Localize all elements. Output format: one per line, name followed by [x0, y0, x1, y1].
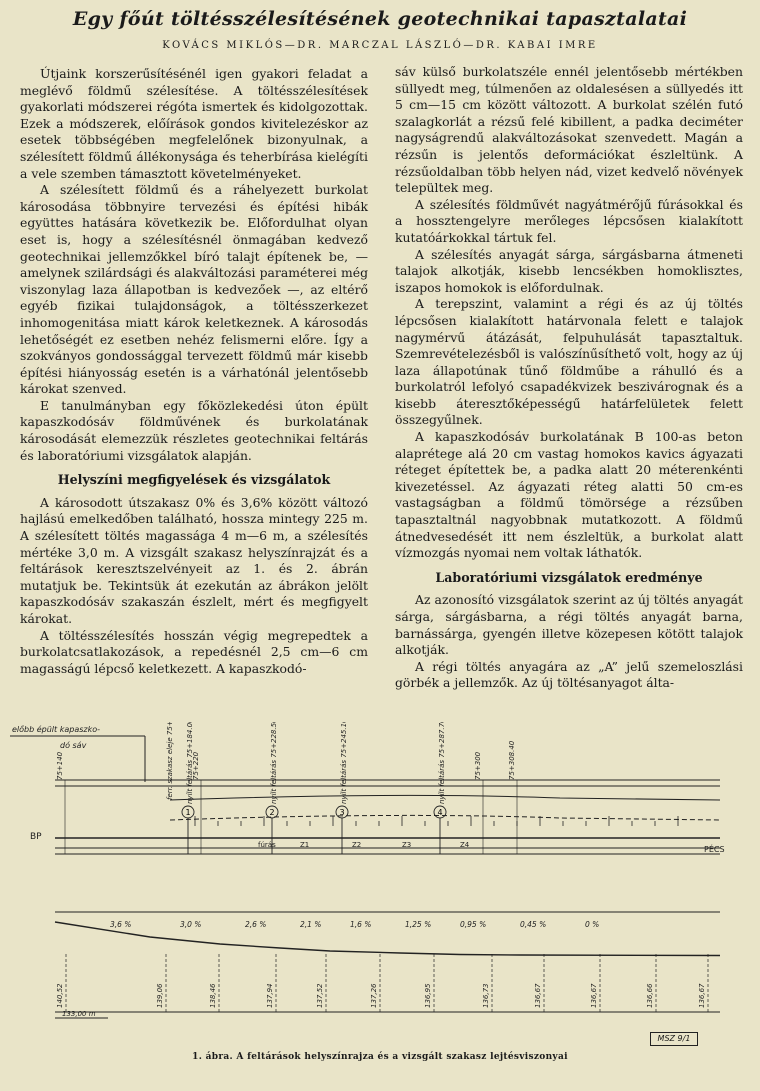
elevation-label: 136,67	[698, 983, 706, 1008]
pit-label: nyílt feltárás 75+184.00	[186, 722, 194, 804]
paragraph: A szélesített földmű és a ráhelyezett burkolat károsodása többnyire tervezési és építési hibák együttes hatására következik be. Előfordulhat olyan eset is, hogy a szélesítésnél önmagában kedvező geotechnikai jellemzőkkel bíró talajt építenek be, — amelynek szilárdsági és alakváltozási paraméterei még viszonylag laza állapotban is kedvezőek —, az eltérő egyéb fizikai tulajdonságok, a töltésszerkezet inhomogenitása miatt károk keletkeznek. A károsodás lehetőségét ez esetben nehéz felismerni előre. Így a szokványos gondossággal tervezett földmű már kisebb építési hiányosság esetén is a várhatónál jelentősebb károkat szenved.	[20, 182, 368, 397]
pit-number: 1	[185, 808, 191, 817]
boring-label: Z4	[460, 841, 470, 849]
station-label: 75+140	[56, 751, 64, 780]
paragraph: E tanulmányban egy főközlekedési úton épült kapaszkodósáv földművének és burkolatának károsodását elemezzük részletes geotechnikai feltárás és laboratóriumi vizsgálatok alapján.	[20, 397, 368, 463]
pit-number: 4	[437, 808, 443, 817]
elevation-label: 136,67	[590, 983, 598, 1008]
elevation-label: 136,73	[482, 983, 490, 1008]
section-heading: Laboratóriumi vizsgálatok eredménye	[435, 569, 703, 585]
station-labels	[56, 722, 517, 854]
ferr-label: ferr. szakasz eleje 75+175	[166, 722, 174, 800]
pecs-label: PÉCS	[704, 845, 725, 854]
paragraph: Útjaink korszerűsítésénél igen gyakori feladat a meglévő földmű szélesítése. A töltésszélesítések gyakorlati módszerei régóta ismertek és kidolgozottak. Ezek a módszerek, előírások gondos kivitelezéskor az esetek többségében megfelelőnek bizonyulnak, a szélesített földmű állékonysága és teherbírása kielégíti a vele szemben támasztott követelményeket.	[20, 66, 368, 181]
site-plan-drawing	[0, 722, 760, 1052]
gradient-label: 0,45 %	[520, 920, 547, 929]
boring-label: Z1	[300, 841, 310, 849]
paragraph: A károsodott útszakasz 0% és 3,6% között változó hajlású emelkedőben található, hossza mintegy 225 m. A szélesített töltés magassága 4 m—6 m, a szélesítés mértéke 3,0 m. A vizsgált szakasz helyszínrajzát és a feltárások keresztszelvényeit az 1. és 2. ábrán mutatjuk be. Tekintsük át ezekután az ábrákon jelölt kapaszkodósáv szakaszán észlelt, mért és megfigyelt károkat.	[20, 494, 368, 626]
gradient-label: 1,6 %	[350, 920, 372, 929]
gradient-label: 0 %	[585, 920, 600, 929]
boring-label: Z3	[402, 841, 412, 849]
drawing-code: MSZ 9/1	[650, 1032, 698, 1046]
right-column	[395, 64, 743, 692]
pit-number: 2	[269, 808, 275, 817]
gradient-label: 0,95 %	[460, 920, 487, 929]
paragraph: A töltésszélesítés hosszán végig megrepedtek a burkolatcsatlakozások, a repedésnél 2,5 cm—6 cm magasságú lépcső keletkezett. A kapaszkodó-	[20, 627, 368, 676]
boring-label: fúrás	[258, 841, 276, 849]
paragraph: A kapaszkodósáv burkolatának B 100-as beton alaprétege alá 20 cm vastag homokos kavics ágyazati réteget építettek be, a padka alatt 20 méterenkénti kivezetéssel. Az ágyazati réteg alatti 50 cm-es vastagságban a földmű tömörsége a rézsűben tapasztaltnál nagyobbnak mutatkozott. A földmű átnedvesedését itt nem észleltük, a burkolat alatt vízmozgás nyomai nem voltak láthatók.	[395, 429, 743, 561]
paragraph: A szélesítés anyagát sárga, sárgásbarna átmeneti talajok alkotják, kisebb lencsékben homoklisztes, iszapos homokok is előfordulnak.	[395, 246, 743, 295]
gradient-label: 2,6 %	[245, 920, 267, 929]
elevation-label: 137,94	[266, 983, 274, 1008]
pit-markers	[182, 806, 446, 818]
figure-caption: 1. ábra. A feltárások helyszínrajza és a vizsgált szakasz lejtésviszonyai	[192, 1052, 568, 1062]
article-authors: KOVÁCS MIKLÓS—DR. MARCZAL LÁSZLÓ—DR. KABAI IMRE	[162, 40, 598, 51]
pit-label: nyílt feltárás 75+245.10	[340, 722, 348, 804]
paragraph: A régi töltés anyagára az „A” jelű szemeloszlási görbék a jellemzők. Az új töltésanyagot álta-	[395, 658, 743, 691]
elevation-label: 137,52	[316, 983, 324, 1008]
elevation-label: 140,52	[56, 983, 64, 1008]
paragraph: A szélesítés földművét nagyátmérőjű fúrásokkal és a hossztengelyre merőleges lépcsősen kialakított kutatóárkokkal tártuk fel.	[395, 196, 743, 245]
paragraph: A terepszint, valamint a régi és az új töltés lépcsősen kialakított határvonala felett e talajok nagymérvű átázását, felpuhulását tapasztaltuk. Szemrevételezésből is valószínűsíthető volt, hogy az új laza állapotúnak tűnő földműbe a ráhulló és a burkolatról lefolyó csapadékvizek beszivárognak és a kisebb áteresztőképességű határfelületek felett összegyűlnek.	[395, 296, 743, 428]
gradient-label: 2,1 %	[300, 920, 322, 929]
station-label: 75+308.40	[508, 740, 516, 780]
pit-number: 3	[339, 808, 345, 817]
gradient-label: 1,25 %	[405, 920, 432, 929]
widening-line	[170, 815, 720, 820]
paragraph: Az azonosító vizsgálatok szerint az új töltés anyagát sárga, sárgásbarna, a régi töltés anyagát barna, barnássárga, gyengén illetve közepesen kötött talajok alkotják.	[395, 592, 743, 658]
pit-label: nyílt feltárás 75+287.70	[438, 722, 446, 804]
elevation-label: 136,95	[424, 983, 432, 1008]
station-label: 75+220	[192, 751, 200, 780]
figure-site-plan	[0, 722, 760, 1082]
elevation-label: 136,67	[534, 983, 542, 1008]
pit-labels	[186, 722, 446, 854]
boring-label: Z2	[352, 841, 362, 849]
pit-label: nyílt feltárás 75+228.50	[270, 722, 278, 804]
top-note-line1: előbb épült kapaszko-	[12, 725, 101, 734]
gradient-labels	[110, 920, 599, 929]
gradient-profile-line	[55, 922, 720, 956]
gradient-label: 3,0 %	[180, 920, 202, 929]
top-note-line2: dó sáv	[60, 741, 87, 750]
section-heading: Helyszíni megfigyelések és vizsgálatok	[57, 472, 331, 488]
station-label: 75+300	[474, 751, 482, 780]
elevation-label: 137,26	[370, 983, 378, 1008]
bp-label: BP	[30, 832, 42, 842]
paragraph: sáv külső burkolatszéle ennél jelentősebb mértékben süllyedt meg, túlmenően az oldalesésen a süllyedés itt 5 cm—15 cm között változott. A burkolat szélén futó szalagkorlát a rézsű felé kibillent, a padka deciméter nagyságrendű alakváltozásokat szenvedett. Magán a rézsűn is jelentős deformációkat észleltünk. A rézsűoldalban több helyen nád, vizet kedvelő növények települtek meg.	[395, 64, 743, 196]
article-title: Egy főút töltésszélesítésének geotechnikai tapasztalatai	[72, 8, 688, 30]
gradient-label: 3,6 %	[110, 920, 132, 929]
elevation-label: 136,66	[646, 983, 654, 1008]
elevation-label: 138,46	[209, 983, 217, 1008]
elevation-labels	[56, 983, 706, 1008]
length-label: 133,00 m	[62, 1010, 96, 1018]
elevation-label: 139,06	[156, 983, 164, 1008]
left-column	[20, 66, 368, 677]
